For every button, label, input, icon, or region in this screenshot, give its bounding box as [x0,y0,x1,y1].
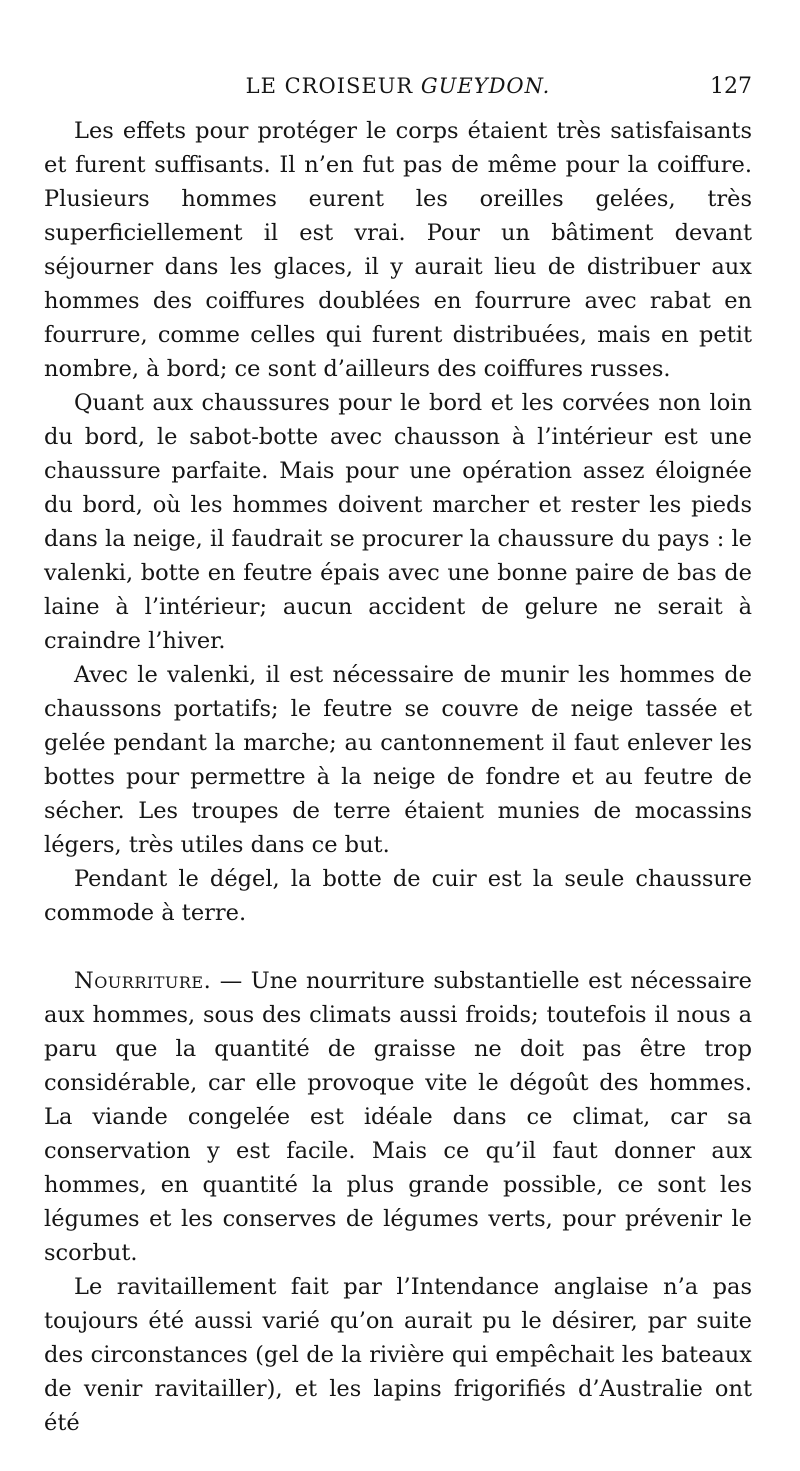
section-heading-nourriture: Nourriture. [74,968,212,994]
running-title-italic: GUEYDON. [420,74,551,98]
nourriture-text: — Une nourriture substantielle est nécessaire aux hommes, sous des climats aussi froids; toutefois il nous a paru que la quantité de graisse ne doit pas être trop considérable, car elle provoque vite le dégoût des hommes. La viande congelée est idéale dans ce climat, car sa conservation y est facile. Mais ce qu’il faut donner aux hommes, en quantité la plus grande possible, ce sont les légumes et les conserves de légumes verts, pour prévenir le scorbut. [44,968,752,1266]
paragraph-degel: Pendant le dégel, la botte de cuir est la seule chaussure commode à terre. [44,866,752,926]
page-number: 127 [710,74,752,99]
page-header [44,74,752,110]
paragraph-valenki: Avec le valenki, il est nécessaire de munir les hommes de chaussons portatifs; le feutre se couvre de neige tassée et gelée pendant la marche; au cantonnement il faut enlever les bottes pour permettre à la neige de fondre et au feutre de sécher. Les troupes de terre étaient munies de mocassins légers, très utiles dans ce but. [44,662,752,858]
paragraph-nourriture [44,964,752,1270]
running-title [44,74,752,98]
paragraph-effets: Les effets pour protéger le corps étaient très satisfaisants et furent suffisants. Il n’en fut pas de même pour la coiffure. Plusieurs hommes eurent les oreilles gelées, très superficiellement il est vrai. Pour un bâtiment devant séjourner dans les glaces, il y aurait lieu de distribuer aux hommes des coiffures doublées en fourrure avec rabat en fourrure, comme celles qui furent distribuées, mais en petit nombre, à bord; ce sont d’ailleurs des coiffures russes. [44,118,752,382]
section-gap [44,930,752,964]
running-title-prefix: LE CROISEUR [245,74,421,98]
paragraph-chaussures: Quant aux chaussures pour le bord et les corvées non loin du bord, le sabot-botte avec chausson à l’intérieur est une chaussure parfaite. Mais pour une opération assez éloignée du bord, où les hommes doivent marcher et rester les pieds dans la neige, il faudrait se procurer la chaussure du pays : le valenki, botte en feutre épais avec une bonne paire de bas de laine à l’intérieur; aucun accident de gelure ne serait à craindre l’hiver. [44,390,752,654]
body-text [44,114,752,1440]
paragraph-ravitaillement: Le ravitaillement fait par l’Intendance anglaise n’a pas toujours été aussi varié qu’on aurait pu le désirer, par suite des circonstances (gel de la rivière qui empêchait les bateaux de venir ravitailler), et les lapins frigorifiés d’Australie ont été [44,1274,752,1436]
